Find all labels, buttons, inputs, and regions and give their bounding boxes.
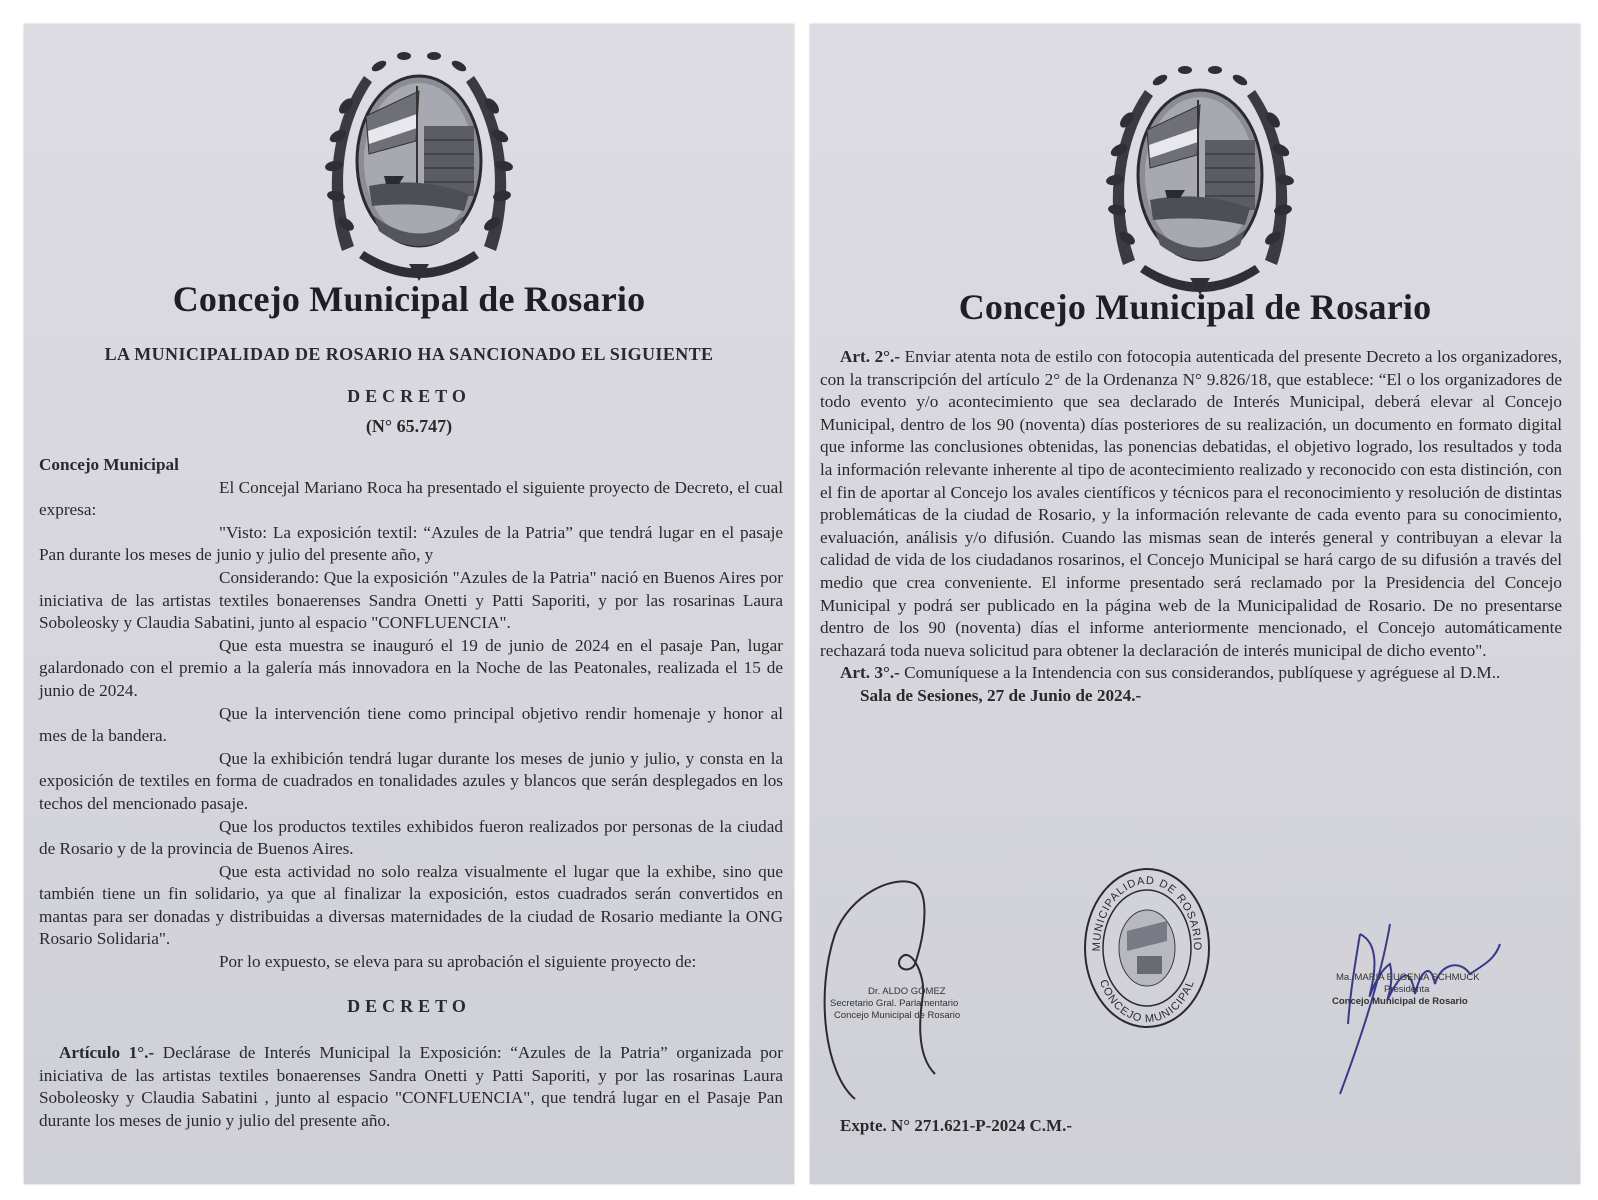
president-signature-block: [1332, 972, 1480, 1008]
rosario-coat-of-arms-icon: [324, 36, 514, 286]
paragraph: Que la intervención tiene como principal objetivo rendir homenaje y honor al mes de la bandera.: [39, 703, 783, 746]
secretary-role: Secretario Gral. Parlamentario: [830, 998, 959, 1009]
decree-page-left: [24, 24, 794, 1184]
paragraph: "Visto: La exposición textil: “Azules de la Patria” que tendrá lugar en el pasaje Pan durante los meses de junio y julio del presente año, y: [39, 522, 783, 565]
rosario-coat-of-arms-icon: [1105, 50, 1295, 300]
session-line: Sala de Sesiones, 27 de Junio de 2024.-: [860, 685, 1142, 705]
paragraph: Que la exhibición tendrá lugar durante los meses de junio y julio, y consta en la exposición de textiles en forma de cuadrados en tonalidades azules y blancos que serán desplegados en los techos del mencionado pasaje.: [39, 748, 783, 813]
article-2-label: Art. 2°.-: [840, 347, 901, 366]
paragraph: Que esta muestra se inauguró el 19 de junio de 2024 en el pasaje Pan, lugar galardonado con el premio a la galería más innovadora en la Noche de las Peatonales, realizada el 15 de junio de 2024.: [39, 635, 783, 700]
council-title: Concejo Municipal de Rosario: [958, 287, 1432, 327]
paragraph: Que esta actividad no solo realza visualmente el lugar que la exhibe, sino que también tiene un fin solidario, ya que al finalizar la exposición, estos cuadrados serán convertidos en mantas para ser donadas y distribuidas a diversas maternidades de la ciudad de Rosario mediante la ONG Rosario Solidaria".: [39, 861, 783, 949]
article-3-label: Art. 3°.-: [840, 663, 900, 683]
president-role: Presidenta: [1384, 984, 1430, 995]
article-1: [39, 1042, 783, 1132]
secretary-name: Dr. ALDO GÓMEZ: [868, 986, 946, 997]
decree-heading-2: DECRETO: [347, 996, 471, 1016]
file-number: Expte. N° 271.621-P-2024 C.M.-: [840, 1116, 1073, 1135]
president-org: Concejo Municipal de Rosario: [1332, 996, 1468, 1007]
decree-body: [39, 454, 783, 974]
decree-page-right: [810, 24, 1580, 1184]
sanction-line: LA MUNICIPALIDAD DE ROSARIO HA SANCIONADO EL SIGUIENTE: [104, 344, 714, 364]
article-3-text: Comuníquese a la Intendencia con sus considerandos, publíquese y agréguese al D.M..: [904, 663, 1501, 683]
municipal-stamp-icon: [1082, 866, 1212, 1031]
stamp-top-text: MUNICIPALIDAD DE ROSARIO: [1090, 874, 1204, 952]
secretary-signature-block: [830, 986, 960, 1022]
article-1-label: Artículo 1°.-: [59, 1043, 155, 1062]
paragraph: El Concejal Mariano Roca ha presentado el siguiente proyecto de Decreto, el cual expresa:: [39, 477, 783, 520]
articles-2-3: [820, 346, 1562, 708]
stamp-bottom-text: CONCEJO MUNICIPAL: [1096, 978, 1198, 1026]
paragraph: Considerando: Que la exposición "Azules de la Patria" nació en Buenos Aires por iniciativa de las artistas textiles bonaerenses Sandra Onetti y Patti Saporiti, y por las rosarinas Laura Soboleosky y Claudia Sabatini, junto al espacio "CONFLUENCIA".: [39, 567, 783, 633]
decree-heading: DECRETO: [347, 386, 471, 406]
secretary-org: Concejo Municipal de Rosario: [834, 1010, 961, 1021]
section-label: Concejo Municipal: [39, 455, 179, 474]
paragraph: Por lo expuesto, se eleva para su aprobación el siguiente proyecto de:: [219, 952, 697, 972]
article-2-text: Enviar atenta nota de estilo con fotocopia autenticada del presente Decreto a los organizadores, con la transcripción del artículo 2° de la Ordenanza N° 9.826/18, que establece: “El o los organizadores de todo evento y/o acontecimiento que sea declarado de Interés Municipal, deberá elevar al Concejo Municipal, dentro de los 90 (noventa) días posteriores de su realización, un documento en formato digital que informe las conclusiones obtenidas, las ponencias debatidas, el objetivo logrado, los resultados y toda la información relevante inherente al tipo de acontecimiento realizado y reconocido con esta distinción, con el fin de aportar al Concejo los avales científicos y técnicos para el reconocimiento y resolución de distintas problemáticas de la ciudad de Rosario, y la información relevante de cada evento para su conocimiento, evaluación, análisis y/o difusión. Cuando las mismas sean de interés general y contribuyan a elevar la calidad de vida de los ciudadanos rosarinos, el Concejo Municipal se hará cargo de su difusión a través del medio que crea conveniente. El informe presentado será reclamado por la Presidencia del Concejo Municipal y podrá ser publicado en la página web de la Municipalidad de Rosario. De no presentarse dentro de los 90 (noventa) días el informe anteriormente mencionado, el Concejo automáticamente rechazará toda nueva solicitud para obtener la declaración de interés municipal de dicho evento".: [820, 347, 1562, 660]
article-1-text: Declárase de Interés Municipal la Exposición: “Azules de la Patria” organizada por iniciativa de las artistas textiles bonaerenses Sandra Onetti y Patti Saporiti, y por las rosarinas Laura Soboleosky y Claudia Sabatini , junto al espacio "CONFLUENCIA", que tendrá lugar en el Pasaje Pan durante los meses de junio y julio del presente año.: [39, 1043, 783, 1130]
president-name: Ma. MARIA EUGENIA SCHMUCK: [1336, 972, 1480, 983]
paragraph: Que los productos textiles exhibidos fueron realizados por personas de la ciudad de Rosario y de la provincia de Buenos Aires.: [39, 816, 783, 859]
decree-number: (N° 65.747): [365, 416, 453, 436]
council-title: Concejo Municipal de Rosario: [172, 279, 646, 319]
